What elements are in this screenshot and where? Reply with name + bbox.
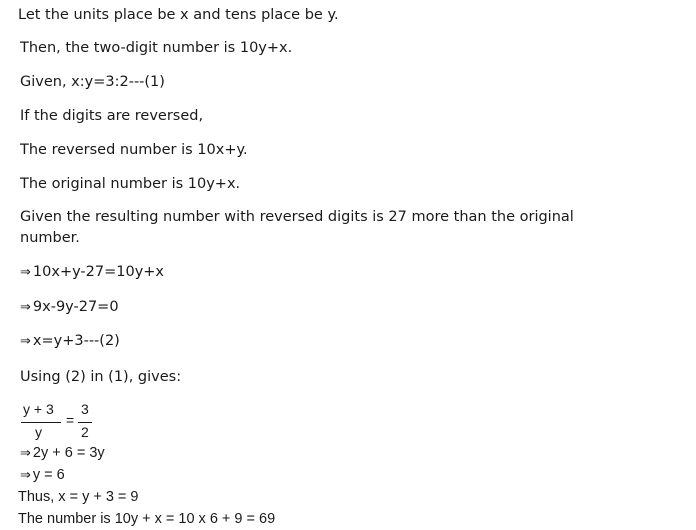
equals-sign: =: [66, 412, 75, 428]
statement-line-number: Then, the two-digit number is 10y+x.: [20, 40, 293, 56]
statement-line-substitution: Using (2) in (1), gives:: [20, 369, 182, 385]
fraction-equation: [21, 401, 101, 441]
statement-line-original-number: The original number is 10y+x.: [20, 176, 241, 192]
equation-step-3: [20, 332, 120, 351]
fraction-bar: [78, 422, 92, 423]
statement-line-reversed-number: The reversed number is 10x+y.: [20, 142, 248, 158]
equation-step-2: [20, 298, 119, 317]
statement-line-reversed-condition: If the digits are reversed,: [20, 108, 204, 124]
equation-text: x=y+3---(2): [32, 333, 120, 349]
equation-text: 9x-9y-27=0: [32, 299, 119, 315]
conclusion-line-x: Thus, x = y + 3 = 9: [18, 489, 139, 505]
statement-line-ratio: Given, x:y=3:2---(1): [20, 74, 165, 90]
fraction-left-denominator: y: [35, 424, 42, 440]
equation-text: 2y + 6 = 3y: [32, 445, 105, 461]
fraction-left-numerator: y + 3: [23, 401, 54, 417]
statement-line-assumption: Let the units place be x and tens place be y.: [18, 7, 339, 23]
fraction-right-numerator: 3: [81, 401, 89, 417]
conclusion-line-number: The number is 10y + x = 10 x 6 + 9 = 69: [18, 511, 276, 527]
statement-line-given-difference: Given the resulting number with reversed digits is 27 more than the original number.: [20, 209, 574, 246]
equation-text: 10x+y-27=10y+x: [32, 264, 165, 280]
equation-step-5: [20, 466, 65, 484]
equation-step-4: [20, 444, 105, 462]
equation-step-1: [20, 263, 164, 282]
equation-text: y = 6: [32, 467, 65, 483]
implies-arrow-icon: ⇒: [20, 334, 31, 349]
fraction-bar: [21, 422, 61, 423]
implies-arrow-icon: ⇒: [20, 445, 31, 460]
implies-arrow-icon: ⇒: [20, 265, 31, 280]
implies-arrow-icon: ⇒: [20, 467, 31, 482]
fraction-right-denominator: 2: [81, 424, 89, 440]
implies-arrow-icon: ⇒: [20, 300, 31, 315]
